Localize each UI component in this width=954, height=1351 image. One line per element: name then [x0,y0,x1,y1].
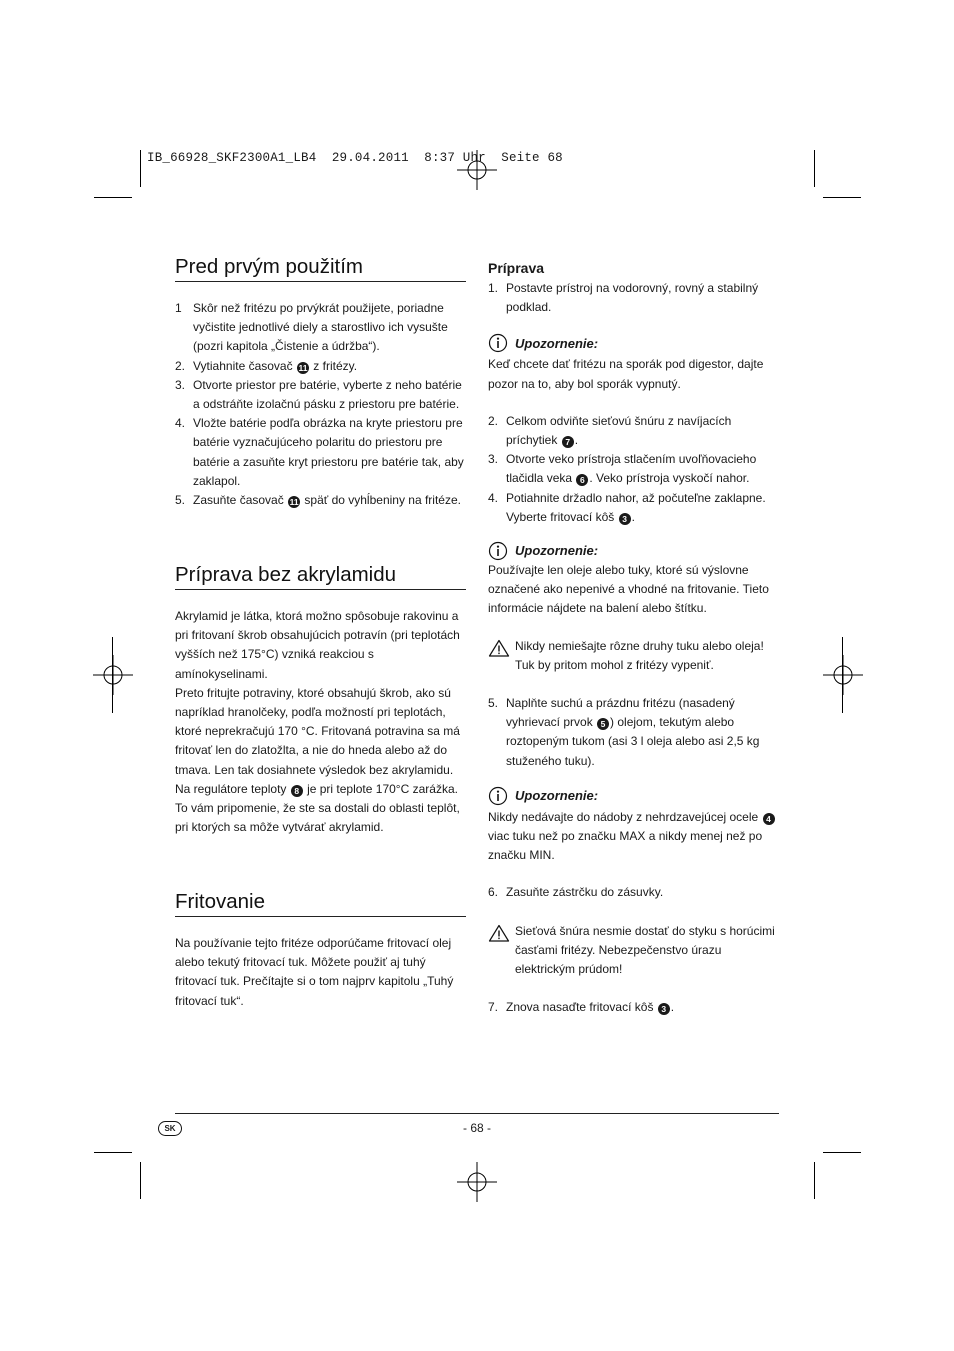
note-text: Keď chcete dať fritézu na sporák pod digestor, dajte pozor na to, aby bol sporák vypnutý. [488,357,764,391]
part-number-badge: 4 [763,813,775,825]
info-icon [488,541,508,561]
registration-mark-bottom [457,1162,497,1202]
list-item: 4. Potiahnite držadlo nahor, až počuteľne zaklapne. Vyberte fritovací kôš 3 . [488,490,766,524]
part-number-badge: 7 [562,436,574,448]
info-icon [488,786,508,806]
subtitle-preparation: Príprava [488,260,545,276]
registration-mark-right [823,655,863,695]
list-item: 1 Skôr než fritézu po prvýkrát použijete, poriadne vyčistite jednotlivé diely a starostlivo ich vysušte (pozri kapitola „Čistenie a údržba“). [175,301,448,354]
section-title-frying: Fritovanie [175,890,266,913]
warning-text: Sieťová šnúra nesmie dostať do styku s horúcimi časťami fritézy. Nebezpečenstvo úrazu elektrickým prúdom! [515,923,775,977]
warning-text: Nikdy nemiešajte rôzne druhy tuku alebo oleja! Tuk by pritom mohol z fritézy vypeniť. [515,638,764,672]
warning-block [488,922,780,980]
list-item: 5. Zasuňte časovač 11 späť do vyhĺbeniny na fritéze. [175,493,461,508]
section-rule [175,916,466,917]
section-rule [175,589,466,590]
registration-mark-left [93,655,133,695]
section-rule [175,281,466,282]
note-text: Nikdy nedávajte do nádoby z nehrdzavejúcej ocele 4 viac tuku než po značku MAX a nikdy menej než po značku MIN. [488,808,780,866]
list-item: 3. Otvorte veko prístroja stlačením uvoľňovacieho tlačidla veka 6 . Veko prístroja vyskočí nahor. [488,452,757,486]
preparation-column [488,259,780,1017]
language-badge: SK [158,1121,182,1136]
warning-triangle-icon [488,637,510,657]
paragraph: Preto fritujte potraviny, ktoré obsahujú škrob, ako sú napríklad hranolčeky, podľa možností pri teplotách, ktoré neprekračujú 170 °C. Fritovaná potravina sa má fritovať len do zlatožlta, a nie do hneda alebo až do tmava. Len tak dosiahnete výsledok bez akrylamidu. [175,685,460,777]
list-item: 4. Vložte batérie podľa obrázka na kryte priestoru pre batérie vyznačujúceho polaritu do priestoru pre batérie a zasuňte kryt priestoru pre batérie tak, aby zaklapol. [175,416,464,488]
section-title-acrylamide: Príprava bez akrylamidu [175,563,397,586]
info-icon [488,333,508,353]
list-item: 5. Naplňte suchú a prázdnu fritézu (nasadený vyhrievací prvok 5 ) olejom, tekutým alebo roztopeným tukom (asi 3 l oleja alebo asi 2,5 kg stuženého tuku). [488,696,760,768]
footer-rule [175,1113,779,1114]
list-item: 2. Celkom odviňte sieťovú šnúru z navíjacích príchytiek 7 . [488,413,732,448]
warning-block [488,637,780,675]
paragraph: Na regulátore teploty 8 je pri teplote 170°C zarážka. To vám pripomenie, že ste sa dostali do oblasti teplôt, pri ktorých sa môže vytvárať akrylamid. [175,781,460,835]
part-number-badge: 3 [619,513,631,525]
part-number-badge: 11 [289,497,299,508]
list-item: 2. Vytiahnite časovač 11 z fritézy. [175,358,358,373]
part-number-badge: 11 [298,362,308,373]
note-heading: Upozornenie: [488,333,780,353]
part-number-badge: 5 [597,718,609,730]
print-slug: IB_66928_SKF2300A1_LB4 29.04.2011 8:37 Uhr Seite 68 [147,151,563,165]
warning-triangle-icon [488,922,510,942]
paragraph: Akrylamid je látka, ktorá možno spôsobuje rakovinu a pri fritovaní škrob obsahujúcich potravín (pri teplotách vyšších než 175°C) vzniká reakciou s amínokyselinami. [175,609,460,681]
section-title-first-use: Pred prvým použitím [175,255,363,278]
list-item: 3. Otvorte priestor pre batérie, vyberte z neho batérie a odstráňte izolačnú pásku z priestoru pre batérie. [175,377,462,412]
part-number-badge: 3 [658,1003,670,1015]
note-text: Používajte len oleje alebo tuky, ktoré sú výslovne označené ako nepenivé a vhodné na fritovanie. Tieto informácie nájdete na balení alebo štítku. [488,563,769,616]
acrylamide-text [175,607,467,837]
note-heading: Upozornenie: [488,541,780,561]
part-number-badge: 8 [291,785,303,797]
list-item: 6. Zasuňte zástrčku do zásuvky. [488,885,664,900]
frying-text [175,934,467,1011]
list-item: 7. Znova nasaďte fritovací kôš 3 . [488,1000,675,1015]
note-heading: Upozornenie: [488,786,780,806]
part-number-badge: 6 [576,474,588,486]
paragraph: Na používanie tejto fritéze odporúčame fritovací olej alebo tekutý fritovací tuk. Môžete použiť aj tuhý fritovací tuk. Prečítajte si o tom najprv kapitolu „Tuhý fritovací tuk“. [175,936,454,1008]
first-use-steps [175,299,467,510]
page-number: - 68 - [462,1121,491,1135]
list-item: 1. Postavte prístroj na vodorovný, rovný a stabilný podklad. [488,281,759,315]
